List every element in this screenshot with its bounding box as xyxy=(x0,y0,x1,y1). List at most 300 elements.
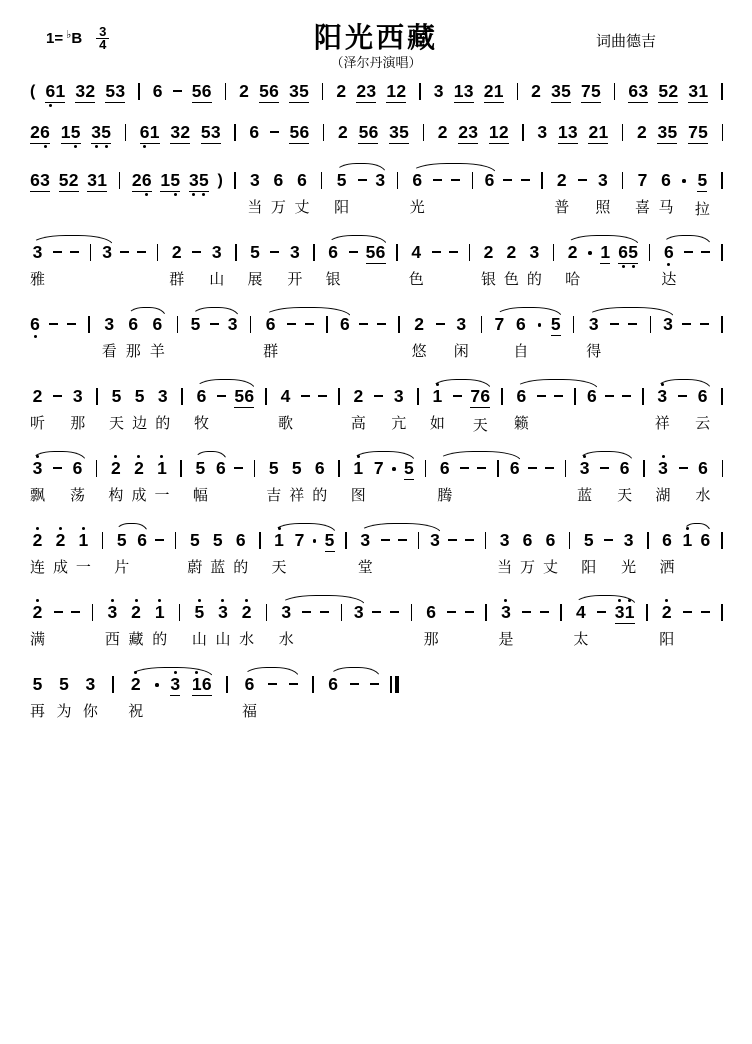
lyric-syllable xyxy=(297,556,301,580)
measure-row xyxy=(30,163,726,222)
note-glyph xyxy=(131,603,141,622)
note-glyph xyxy=(422,459,429,478)
lyric-syllable: 为 xyxy=(56,703,72,720)
lyric-syllable xyxy=(70,340,74,364)
lyric-syllable xyxy=(479,340,483,364)
lyric-syllable xyxy=(599,628,603,652)
barline xyxy=(232,235,239,292)
octave-dots-below xyxy=(336,101,346,107)
note-glyph xyxy=(718,387,725,406)
note-glyph xyxy=(131,675,141,694)
note-glyph xyxy=(537,123,547,142)
note-digit: 6 xyxy=(586,386,597,406)
barline-mark xyxy=(321,172,322,189)
note-digit: 4 xyxy=(411,242,422,262)
lyric-syllable xyxy=(646,556,650,580)
lyric-syllable: 阳 xyxy=(334,199,350,216)
barline xyxy=(566,523,573,580)
note-digit: 2 xyxy=(85,81,96,101)
dash-mark xyxy=(305,323,314,325)
octave-dots-below xyxy=(688,144,708,150)
dash-mark xyxy=(537,395,546,397)
note-digit: 1 xyxy=(488,122,499,142)
barline xyxy=(93,451,100,508)
note-glyph xyxy=(135,387,145,406)
note-digit: 5 xyxy=(194,602,205,622)
note-digit: 1 xyxy=(78,530,89,550)
note-digit: 3 xyxy=(87,170,98,190)
barline-mark xyxy=(234,124,235,141)
note-token xyxy=(108,451,123,508)
barline xyxy=(309,667,316,724)
note-glyph xyxy=(270,123,279,142)
note-digit: 2 xyxy=(636,122,647,142)
note-glyph xyxy=(301,387,310,406)
note-digit: 3 xyxy=(579,458,590,478)
intro-paren xyxy=(217,163,222,220)
note-digit: 5 xyxy=(195,458,206,478)
barline xyxy=(640,451,647,508)
note-token xyxy=(438,115,448,148)
note-token xyxy=(358,115,378,150)
note-glyph xyxy=(128,315,138,334)
dash-mark xyxy=(453,395,462,397)
note-digit: 5 xyxy=(70,122,81,142)
barline-mark xyxy=(642,388,643,405)
note-digit: 3 xyxy=(188,170,199,190)
lyric-syllable: 天 xyxy=(108,415,124,432)
octave-dots-below xyxy=(658,103,678,109)
octave-dot xyxy=(145,193,148,196)
lyric-syllable xyxy=(117,196,121,220)
lyric-syllable xyxy=(320,196,324,220)
note-glyph xyxy=(466,243,473,262)
note-digit: 1 xyxy=(600,242,611,262)
duration-dash xyxy=(522,595,531,652)
barline-mark xyxy=(419,83,420,100)
note-glyph xyxy=(494,315,504,334)
note-digit: 6 xyxy=(299,122,310,142)
lyric-syllable xyxy=(685,556,689,580)
dash-mark xyxy=(503,179,512,181)
barline-mark xyxy=(181,388,182,405)
lyric-syllable xyxy=(200,702,204,726)
note-digit: 2 xyxy=(30,122,40,142)
note-digit: 3 xyxy=(289,242,300,262)
lyric-syllable xyxy=(563,484,567,508)
lyric-syllable: 雅 xyxy=(30,271,46,288)
note-glyph xyxy=(30,315,40,334)
dash-mark xyxy=(349,251,358,253)
note-digit: 5 xyxy=(404,458,414,478)
note-glyph xyxy=(514,82,521,101)
note-glyph xyxy=(484,82,504,103)
note-glyph xyxy=(719,459,726,478)
note-glyph xyxy=(389,123,409,144)
note-glyph xyxy=(170,675,180,696)
note-glyph xyxy=(448,531,457,550)
barline-mark xyxy=(574,388,575,405)
note-digit: 6 xyxy=(509,458,520,478)
note-digit: 3 xyxy=(567,122,578,142)
note-glyph xyxy=(719,123,726,142)
note-digit: 6 xyxy=(244,674,255,694)
note-glyph xyxy=(222,82,229,101)
note-glyph xyxy=(718,82,725,101)
barline-mark xyxy=(649,244,650,261)
note-token xyxy=(30,667,45,724)
note-digit: 7 xyxy=(470,386,481,406)
barline xyxy=(222,74,229,107)
note-token xyxy=(389,115,409,150)
lyric-syllable xyxy=(105,268,109,292)
note-digit: 2 xyxy=(239,81,249,101)
note-glyph xyxy=(465,603,474,622)
note-token xyxy=(287,235,302,292)
lyric-syllable xyxy=(236,484,240,508)
note-digit: 6 xyxy=(244,386,255,406)
slur-arc xyxy=(683,523,711,533)
barline-mark xyxy=(721,83,722,100)
lyric-syllable: 色 xyxy=(408,271,424,288)
dot-mark xyxy=(392,467,396,471)
lyric-syllable xyxy=(397,340,401,364)
lyric-syllable: 银 xyxy=(325,271,341,288)
note-token xyxy=(30,595,45,652)
slur-arc xyxy=(352,451,415,461)
lyric-syllable xyxy=(680,412,684,436)
barline-mark xyxy=(721,604,722,621)
lyric-syllable xyxy=(436,196,440,220)
barline-mark xyxy=(650,316,651,333)
note-glyph xyxy=(597,603,606,622)
octave-dots-below xyxy=(438,142,448,148)
lyric-syllable xyxy=(467,268,471,292)
duration-dash xyxy=(234,451,243,508)
octave-dots-below xyxy=(153,101,163,107)
dash-mark xyxy=(289,683,298,685)
duration-dash xyxy=(390,595,399,652)
note-glyph xyxy=(256,531,263,550)
note-digit: 5 xyxy=(299,81,309,101)
note-digit: 7 xyxy=(688,122,698,142)
note-digit: 2 xyxy=(55,530,66,550)
lyric-syllable xyxy=(484,628,488,652)
lyric-syllable: 那 xyxy=(125,343,141,360)
note-glyph xyxy=(624,531,634,550)
note-glyph xyxy=(318,171,325,190)
note-glyph xyxy=(545,459,554,478)
barline xyxy=(718,595,725,652)
dash-mark xyxy=(447,611,456,613)
note-token xyxy=(187,523,202,580)
lyric-syllable xyxy=(376,412,380,436)
note-digit: 3 xyxy=(658,458,668,478)
lyric-syllable xyxy=(312,556,316,580)
dash-mark xyxy=(554,395,563,397)
note-glyph xyxy=(337,171,347,190)
dash-mark xyxy=(270,251,279,253)
note-token xyxy=(132,163,152,222)
note-digit: 6 xyxy=(40,122,50,142)
note-glyph xyxy=(581,82,601,103)
barline-mark xyxy=(345,532,346,549)
octave-dots-below xyxy=(338,142,348,148)
note-digit: 4 xyxy=(280,386,291,406)
barline xyxy=(422,451,429,508)
dot-slot xyxy=(142,192,152,197)
barline-mark xyxy=(647,532,648,549)
note-digit: 3 xyxy=(463,81,474,101)
note-digit: 2 xyxy=(338,122,348,142)
note-glyph xyxy=(309,675,316,694)
barline xyxy=(393,235,400,292)
note-digit: 2 xyxy=(356,81,367,101)
note-glyph xyxy=(89,603,96,622)
note-glyph xyxy=(33,459,43,478)
lyric-syllable xyxy=(193,340,197,364)
dash-mark xyxy=(234,467,243,469)
lyric-syllable: 当 xyxy=(497,559,513,576)
barline xyxy=(154,235,161,292)
note-token xyxy=(454,74,474,109)
note-token xyxy=(131,451,146,508)
note-glyph xyxy=(194,603,204,622)
note-token xyxy=(621,523,636,580)
note-glyph xyxy=(658,459,668,478)
lyric-syllable xyxy=(344,556,348,580)
note-digit: 6 xyxy=(698,458,708,478)
note-glyph xyxy=(528,459,537,478)
note-token xyxy=(351,379,366,436)
dash-mark xyxy=(53,467,62,469)
lyric-syllable: 的 xyxy=(312,487,328,504)
lyric-syllable: 拉 xyxy=(694,201,710,218)
barline-mark xyxy=(96,388,97,405)
note-digit: 3 xyxy=(85,674,96,694)
note-digit: 4 xyxy=(576,602,586,622)
note-glyph xyxy=(412,171,422,190)
lyric-syllable xyxy=(291,700,295,724)
note-token xyxy=(247,235,262,292)
lyric-syllable xyxy=(623,630,627,654)
note-glyph xyxy=(700,315,709,334)
dot-slot xyxy=(45,103,55,108)
lyric-syllable: 幅 xyxy=(192,487,208,504)
lyric-syllable xyxy=(641,412,645,436)
dash-mark xyxy=(460,467,469,469)
note-glyph xyxy=(453,387,462,406)
note-token xyxy=(70,379,85,436)
barline xyxy=(335,379,342,436)
note-glyph xyxy=(196,387,206,406)
note-digit: 3 xyxy=(170,674,181,694)
note-digit: 3 xyxy=(375,170,386,190)
lyric-syllable xyxy=(551,268,555,292)
note-glyph xyxy=(33,243,43,262)
note-token xyxy=(356,74,376,109)
barline-mark xyxy=(721,244,722,261)
barline xyxy=(93,379,100,436)
note-digit: 2 xyxy=(396,81,407,101)
octave-dots-below xyxy=(489,144,509,150)
note-glyph xyxy=(49,315,58,334)
note-digit: 6 xyxy=(619,458,630,478)
note-digit: 3 xyxy=(499,530,510,550)
measure-row xyxy=(30,115,726,150)
lyric-syllable xyxy=(720,628,724,652)
lyric-syllable xyxy=(264,412,268,436)
lyric-syllable xyxy=(372,700,376,724)
lyric-syllable xyxy=(720,412,724,436)
note-token xyxy=(659,163,674,220)
barline xyxy=(178,379,185,436)
dot-mark xyxy=(588,251,592,255)
lyric-syllable: 连 xyxy=(30,559,46,576)
lyric-syllable: 那 xyxy=(423,631,439,648)
note-digit: 1 xyxy=(432,386,443,406)
duration-dash xyxy=(377,307,386,364)
note-digit: 3 xyxy=(389,122,399,142)
slur-arc xyxy=(411,163,496,173)
lyric-syllable xyxy=(56,628,60,652)
note-glyph xyxy=(683,603,692,622)
octave-dots-below xyxy=(484,103,504,109)
barline-mark xyxy=(501,388,502,405)
note-digit: 2 xyxy=(588,122,599,142)
dash-mark xyxy=(701,251,710,253)
note-digit: 6 xyxy=(412,170,423,190)
lyric-syllable: 云 xyxy=(695,415,711,432)
barline-mark xyxy=(179,604,180,621)
barline xyxy=(263,595,270,652)
note-glyph xyxy=(231,123,238,142)
barline xyxy=(478,307,485,364)
lyric-syllable xyxy=(684,340,688,364)
lyric-syllable: 一 xyxy=(75,559,91,576)
note-glyph xyxy=(370,675,379,694)
note-glyph xyxy=(540,603,549,622)
lyric-syllable xyxy=(450,628,454,652)
note-digit: 6 xyxy=(439,458,450,478)
note-token xyxy=(154,451,169,508)
note-token xyxy=(289,451,304,508)
note-glyph xyxy=(454,82,474,103)
lyric-syllable: 马 xyxy=(658,199,674,216)
note-glyph xyxy=(350,675,359,694)
octave-dot xyxy=(667,263,670,266)
lyric-syllable xyxy=(483,556,487,580)
note-digit: 1 xyxy=(60,122,71,142)
lyric-syllable: 自 xyxy=(513,343,529,360)
dot-mark xyxy=(155,683,159,687)
note-token xyxy=(271,163,286,220)
note-glyph xyxy=(73,387,83,406)
dot-slot xyxy=(40,144,50,149)
note-digit: 6 xyxy=(30,314,40,334)
note-glyph xyxy=(53,387,62,406)
note-digit: 6 xyxy=(328,242,338,262)
note-token xyxy=(695,163,710,222)
lyric-syllable: 高 xyxy=(350,415,366,432)
note-token xyxy=(30,523,45,580)
duration-dash xyxy=(540,595,549,652)
note-digit: 5 xyxy=(212,530,223,550)
dash-mark xyxy=(610,323,619,325)
note-glyph xyxy=(682,531,692,550)
lyric-syllable: 水 xyxy=(278,631,294,648)
barline xyxy=(318,163,325,220)
barline xyxy=(89,595,96,652)
note-digit: 1 xyxy=(157,458,167,478)
note-glyph xyxy=(390,603,399,622)
octave-dots-below xyxy=(588,144,608,150)
note-glyph xyxy=(99,531,106,550)
barline-mark xyxy=(180,460,181,477)
dot-slot xyxy=(170,192,180,197)
note-token xyxy=(76,523,91,580)
barline-mark xyxy=(721,316,722,333)
note-glyph xyxy=(292,459,302,478)
note-glyph xyxy=(134,459,144,478)
lyric-syllable xyxy=(155,700,159,724)
note-digit: 3 xyxy=(115,81,126,101)
barline xyxy=(408,595,415,652)
lyric-syllable xyxy=(248,340,252,364)
duration-dash xyxy=(49,307,58,364)
note-digit: 3 xyxy=(157,386,168,406)
note-glyph xyxy=(718,315,725,334)
barline-mark xyxy=(323,124,324,141)
barline-mark xyxy=(326,316,327,333)
note-glyph xyxy=(155,603,165,622)
note-digit: 2 xyxy=(458,122,468,142)
lyric-syllable xyxy=(55,268,59,292)
note-glyph xyxy=(451,171,460,190)
barline-mark xyxy=(90,244,91,261)
note-token xyxy=(105,74,125,109)
duration-dash xyxy=(622,379,631,436)
note-digit: 3 xyxy=(433,81,444,101)
lyric-syllable: 的 xyxy=(152,631,168,648)
lyric-syllable xyxy=(588,268,592,292)
note-glyph xyxy=(588,123,608,144)
note-digit: 2 xyxy=(131,170,142,190)
note-digit: 6 xyxy=(375,242,386,262)
barline-mark xyxy=(254,460,255,477)
note-glyph xyxy=(33,675,43,694)
octave-dots-below xyxy=(249,142,259,148)
duration-dash xyxy=(137,235,146,292)
dash-mark xyxy=(682,323,691,325)
note-glyph xyxy=(190,315,200,334)
note-glyph xyxy=(538,315,542,334)
dash-mark xyxy=(521,179,530,181)
lyric-syllable: 光 xyxy=(621,559,637,576)
score-line xyxy=(30,307,726,366)
dot-slot xyxy=(101,144,111,149)
dash-mark xyxy=(53,395,62,397)
note-glyph xyxy=(223,675,230,694)
note-digit: 2 xyxy=(531,81,541,101)
octave-dot xyxy=(632,265,635,268)
lyric-syllable xyxy=(327,558,331,582)
note-digit: 1 xyxy=(191,674,202,694)
lyric-syllable xyxy=(470,196,474,220)
dash-mark xyxy=(192,251,201,253)
note-token xyxy=(75,74,95,109)
note-glyph xyxy=(570,315,577,334)
